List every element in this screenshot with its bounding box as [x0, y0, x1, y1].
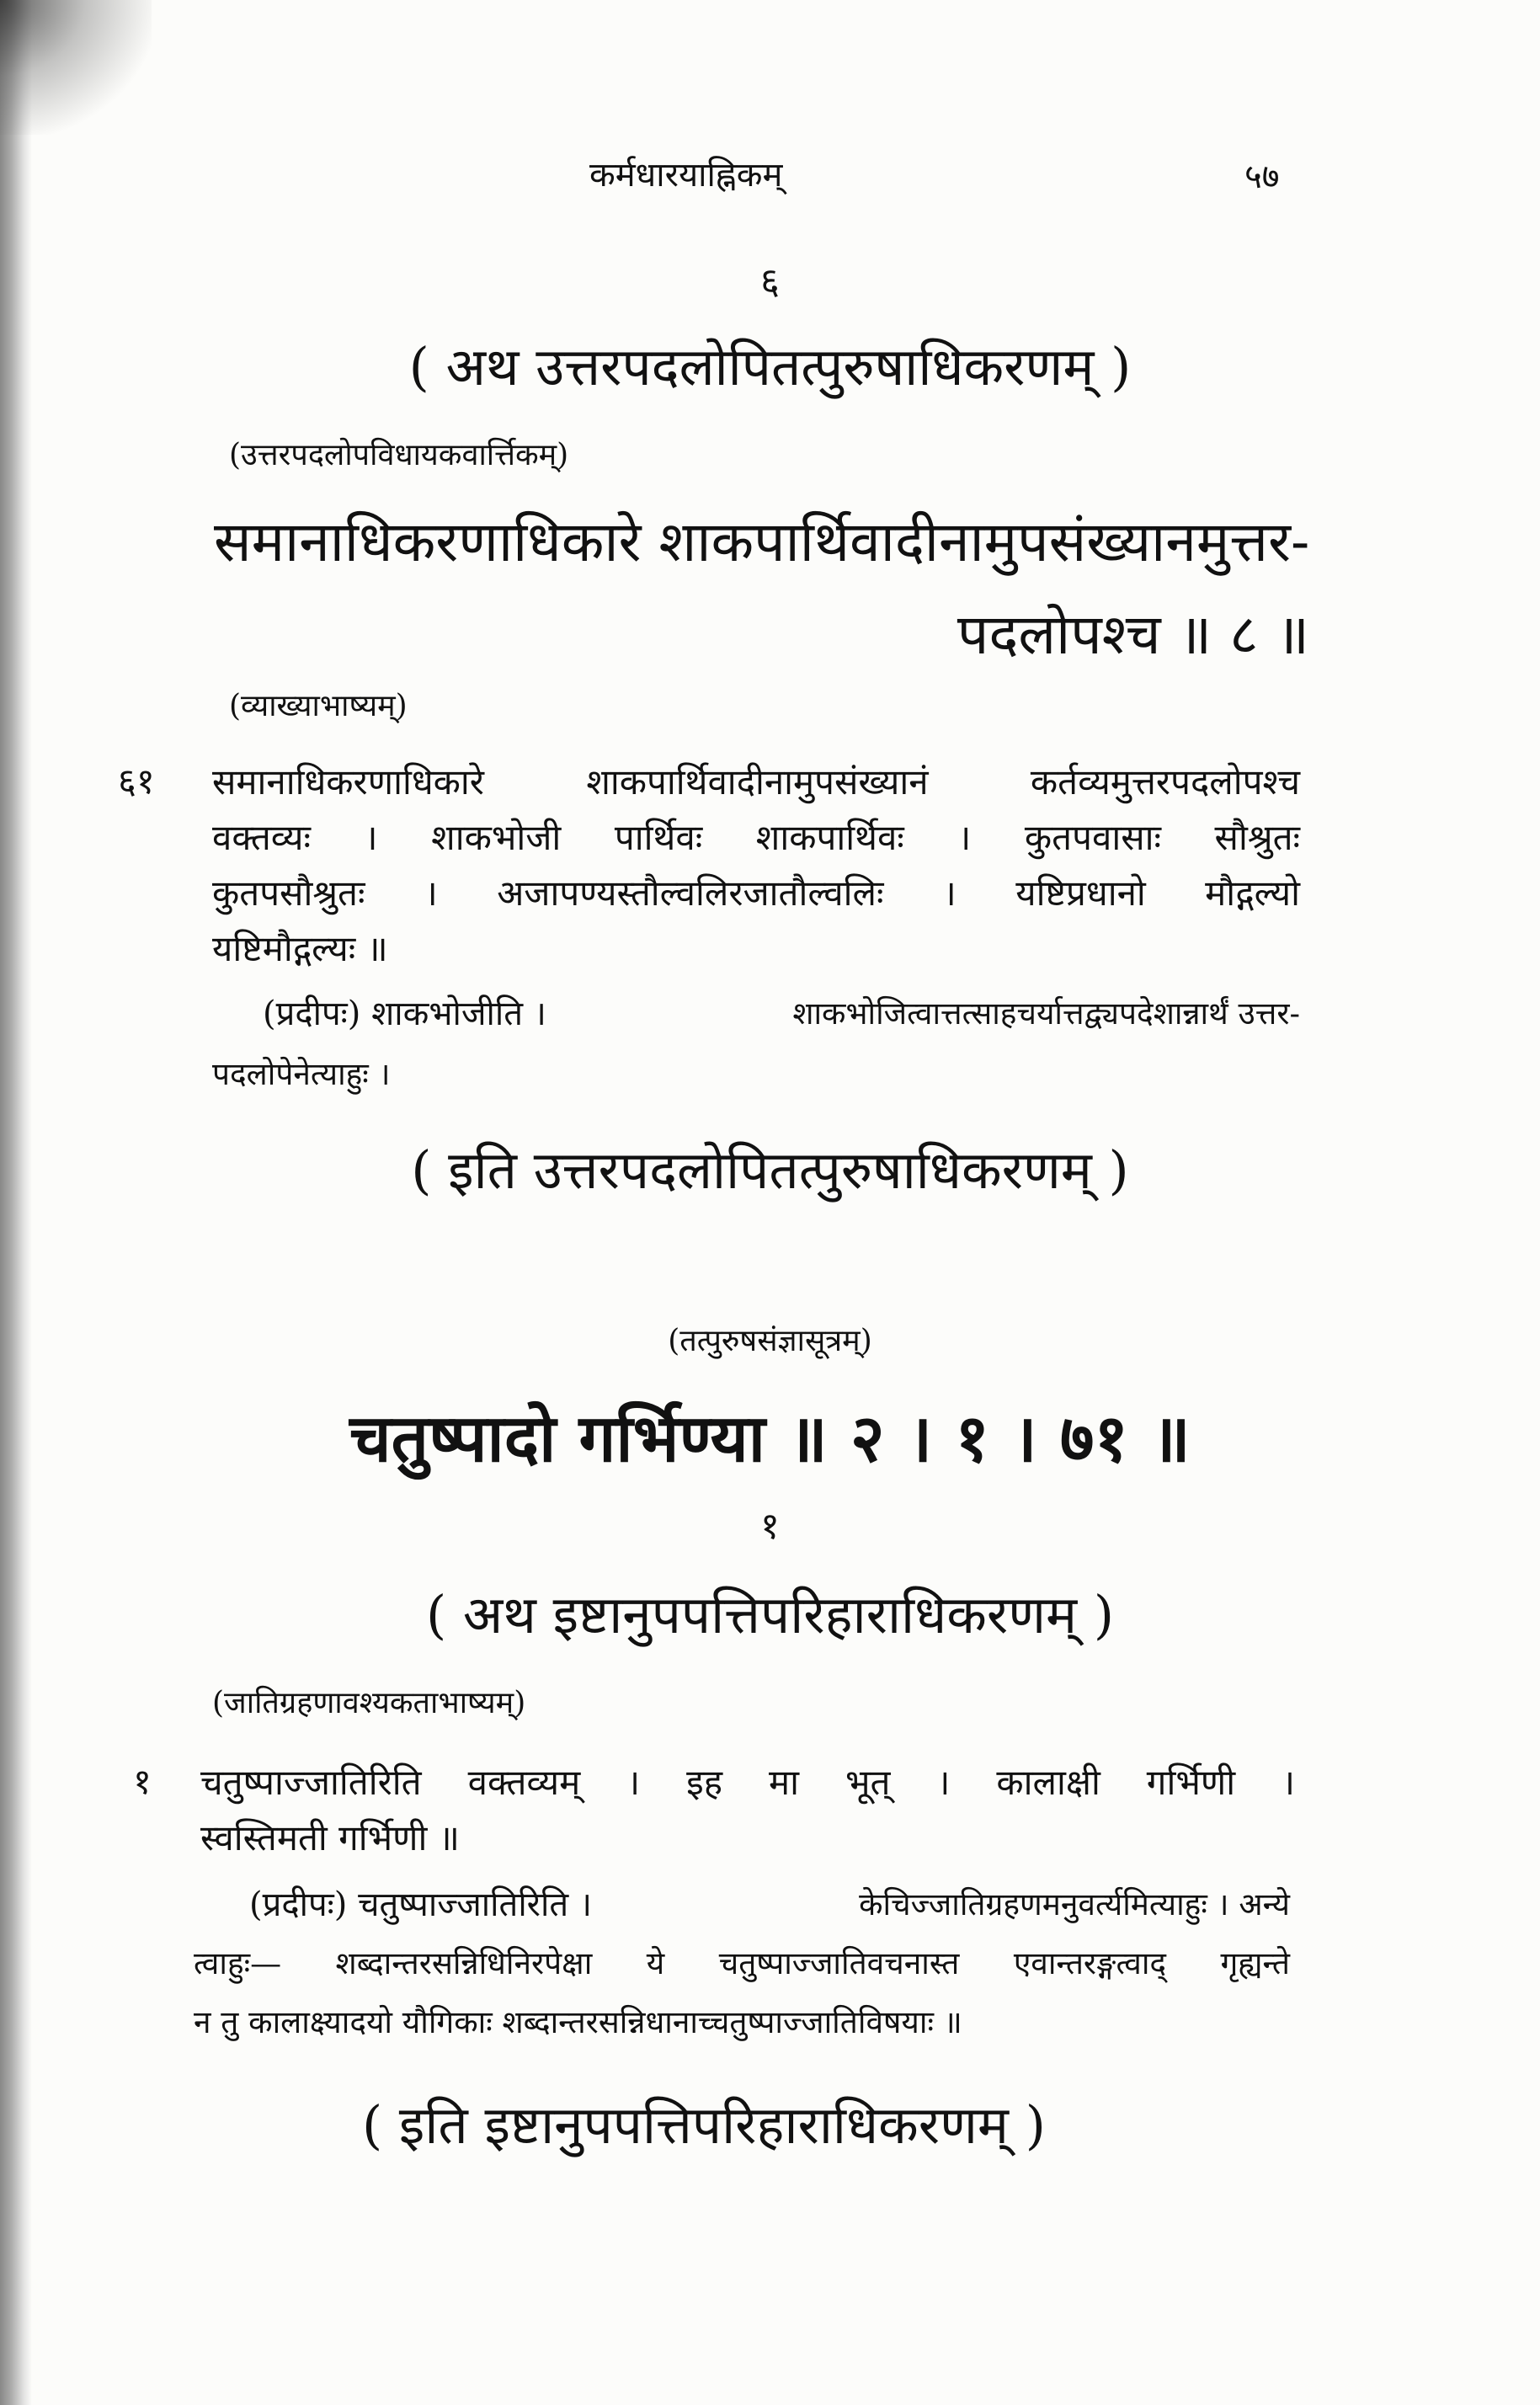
vartika-line-1: समानाधिकरणाधिकारे शाकपार्थिवादीनामुपसंख्यानमुत्तर- [214, 509, 1310, 574]
pradipa-line [249, 1878, 1290, 1932]
vartika-line-2: पदलोपश्च ॥ ८ ॥ [957, 602, 1309, 667]
bhashya-paragraph [212, 755, 1300, 977]
running-head: कर्मधारयाह्निकम् [589, 156, 783, 195]
scan-shadow-corner [0, 0, 152, 135]
section-heading: ( अथ इष्टानुपपत्तिपरिहाराधिकरणम् ) [425, 1584, 1115, 1645]
pradipa-line [263, 987, 1300, 1041]
pradipa-lead: (प्रदीपः) चतुष्पाज्जातिरिति । [249, 1885, 593, 1924]
bhashya-line: स्वस्तिमती गर्भिणी ॥ [200, 1817, 460, 1858]
sutra-text: चतुष्पादो गर्भिण्या ॥ २ । १ । ७१ ॥ [349, 1400, 1191, 1477]
bhashya-line: चतुष्पाज्जातिरिति वक्तव्यम् । इह मा भूत् । कालाक्षी गर्भिणी । [200, 1762, 1295, 1803]
paragraph-number: १ [133, 1761, 152, 1802]
pradipa-text: केचिज्जातिग्रहणमनुवर्त्यमित्याहुः । अन्ये [859, 1886, 1290, 1922]
pradipa-commentary [249, 1878, 1290, 1932]
pradipa-text: शाकभोजित्वात्तत्साहचर्यात्तद्व्यपदेशान्नार्थं उत्तर- [792, 995, 1300, 1032]
page-number: ५७ [1244, 157, 1280, 196]
bhashya-paragraph [200, 1755, 1295, 1866]
pradipa-lead: (प्रदीपः) शाकभोजीति । [263, 995, 546, 1033]
vartika-label: (उत्तरपदलोपविधायकवार्त्तिकम्) [229, 438, 569, 472]
pradipa-line: न तु कालाक्ष्यादयो यौगिकाः शब्दान्तरसन्निधानाच्चतुष्पाज्जातिविषयाः ॥ [194, 2004, 962, 2040]
bhashya-line: कुतपसौश्रुतः । अजापण्यस्तौल्वलिरजातौल्वलिः । यष्टिप्रधानो मौद्गल्यो [212, 872, 1300, 914]
pradipa-line: त्वाहुः— शब्दान्तरसन्निधिनिरपेक्षा ये चतुष्पाज्जातिवचनास्त एवान्तरङ्गत्वाद् गृह्यन्ते [194, 1945, 1290, 1981]
section-number: ६ [760, 260, 780, 303]
paragraph-number: ६१ [118, 760, 155, 802]
bhashya-line: वक्तव्यः । शाकभोजी पार्थिवः शाकपार्थिवः । कुतपवासाः सौश्रुतः [212, 817, 1300, 858]
bhashya-label: (व्याख्याभाष्यम्) [229, 689, 408, 723]
section-number: १ [760, 1505, 780, 1548]
bhashya-label: (जातिग्रहणावश्यकताभाष्यम्) [212, 1686, 526, 1720]
pradipa-commentary [263, 987, 1300, 1041]
sutra-label: (तत्पुरुषसंज्ञासूत्रम्) [668, 1324, 872, 1358]
section-closing: ( इति उत्तरपदलोपितत्पुरुषाधिकरणम् ) [411, 1139, 1129, 1201]
section-heading: ( अथ उत्तरपदलोपितत्पुरुषाधिकरणम् ) [408, 336, 1132, 397]
section-closing: ( इति इष्टानुपपत्तिपरिहाराधिकरणम् ) [362, 2094, 1046, 2156]
bhashya-line: यष्टिमौद्गल्यः ॥ [212, 928, 388, 969]
bhashya-line: समानाधिकरणाधिकारे शाकपार्थिवादीनामुपसंख्यानं कर्तव्यमुत्तरपदलोपश्च [212, 761, 1300, 803]
pradipa-line: पदलोपेनेत्याहुः । [212, 1056, 391, 1092]
